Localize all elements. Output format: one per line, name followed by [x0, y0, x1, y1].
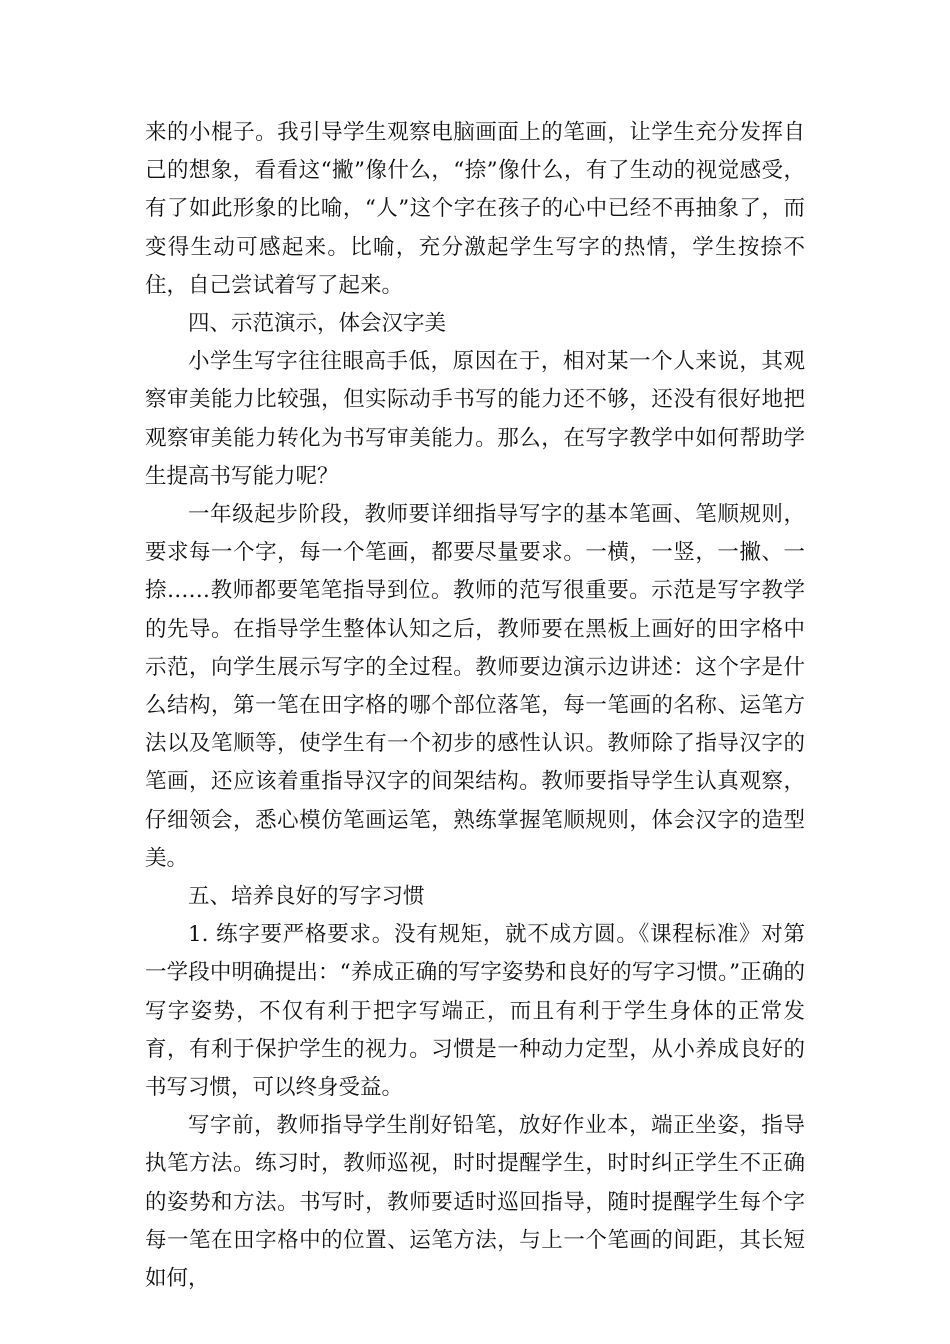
paragraph-continued: 来的小棍子。我引导学生观察电脑画面上的笔画，让学生充分发挥自己的想象，看看这“撇”像什么，“捺”像什么，有了生动的视觉感受，有了如此形象的比喻，“人”这个字在孩子的心中已经不再抽象了，而变得生动可感起来。比喻，充分激起学生写字的热情，学生按捺不住，自己尝试着写了起来。: [145, 120, 805, 298]
paragraph: 1. 练字要严格要求。没有规矩，就不成方圆。《课程标准》对第一学段中明确提出：“养成正确的写字姿势和良好的写字习惯。”正确的写字姿势，不仅有利于把字写端正，而且有利于学生身体的正常发育，有利于保护学生的视力。习惯是一种动力定型，从小养成良好的书写习惯，可以终身受益。: [145, 922, 805, 1101]
paragraph: 一年级起步阶段，教师要详细指导写字的基本笔画、笔顺规则，要求每一个字，每一个笔画，都要尽量要求。一横，一竖，一撇、一捺……教师都要笔笔指导到位。教师的范写很重要。示范是写字教学的先导。在指导学生整体认知之后，教师要在黑板上画好的田字格中示范，向学生展示写字的全过程。教师要边演示边讲述：这个字是什么结构，第一笔在田字格的哪个部位落笔，每一笔画的名称、运笔方法以及笔顺等，使学生有一个初步的感性认识。教师除了指导汉字的笔画，还应该着重指导汉字的间架结构。教师要指导学生认真观察，仔细领会，悉心模仿笔画运笔，熟练掌握笔顺规则，体会汉字的造型美。: [145, 502, 805, 871]
paragraph: 小学生写字往往眼高手低，原因在于，相对某一个人来说，其观察审美能力比较强，但实际动手书写的能力还不够，还没有很好地把观察审美能力转化为书写审美能力。那么，在写字教学中如何帮助学生提高书写能力呢？: [145, 349, 805, 489]
paragraph: 写字前，教师指导学生削好铅笔，放好作业本，端正坐姿，指导执笔方法。练习时，教师巡视，时时提醒学生，时时纠正学生不正确的姿势和方法。书写时，教师要适时巡回指导，随时提醒学生每个字每一笔在田字格中的位置、运笔方法，与上一个笔画的间距，其长短如何，: [145, 1113, 805, 1292]
section-heading-four: 四、示范演示，体会汉字美: [188, 311, 447, 337]
section-heading-five: 五、培养良好的写字习惯: [188, 884, 425, 910]
document-body: [145, 114, 805, 1298]
